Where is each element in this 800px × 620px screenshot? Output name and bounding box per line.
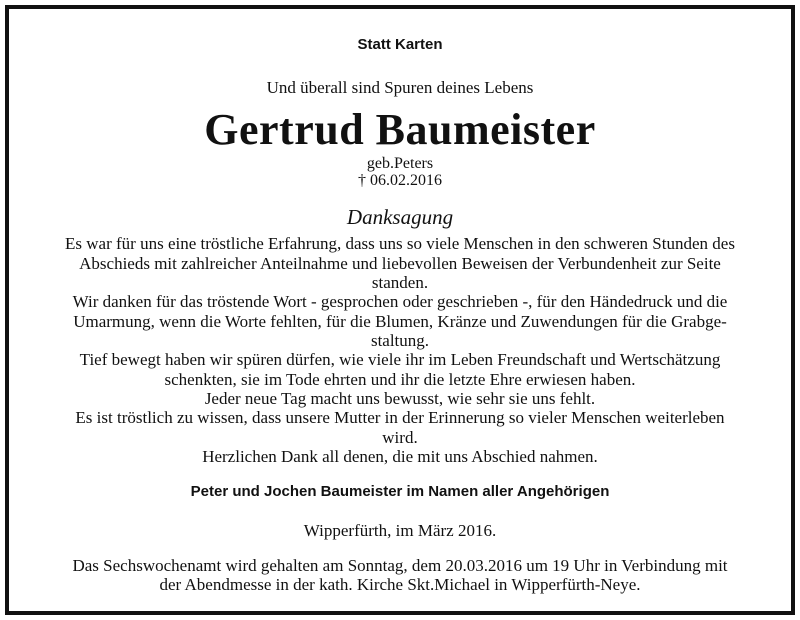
thanks-line: Herzlichen Dank all denen, die mit uns Abschied nahmen.: [202, 447, 598, 466]
deceased-name: Gertrud Baumeister: [204, 105, 596, 154]
notice-line: Das Sechswochenamt wird gehalten am Sonntag, dem 20.03.2016 um 19 Uhr in Verbindung mit: [72, 556, 728, 575]
cross-icon: †: [358, 172, 366, 189]
thanks-line: Es ist tröstlich zu wissen, dass unsere Mutter in der Erinnerung so vieler Menschen weiterleben: [75, 408, 725, 427]
thanks-line: wird.: [382, 428, 418, 447]
thanks-line: Abschieds mit zahlreicher Anteilnahme und liebevollen Beweisen der Verbundenheit zur Seite: [79, 254, 721, 273]
thanks-line: Jeder neue Tag macht uns bewusst, wie sehr sie uns fehlt.: [204, 389, 596, 408]
death-date: 06.02.2016: [370, 172, 442, 189]
thanks-title: Danksagung: [346, 205, 454, 229]
thanks-line: Es war für uns eine tröstliche Erfahrung, dass uns so viele Menschen in den schweren Stunden des: [65, 234, 735, 253]
motto: Und überall sind Spuren deines Lebens: [266, 78, 534, 97]
thanks-line: Tief bewegt haben wir spüren dürfen, wie viele ihr im Leben Freundschaft und Wertschätzung: [79, 350, 721, 369]
thanks-line: schenkten, sie im Tode ehrten und ihr die letzte Ehre erwiesen haben.: [164, 370, 636, 389]
thanks-line: Umarmung, wenn die Worte fehlten, für die Blumen, Kränze und Zuwendungen für die Grabge-: [73, 312, 727, 331]
thanks-line: Wir danken für das tröstende Wort - gesprochen oder geschrieben -, für den Händedruck und die: [72, 292, 728, 311]
thanks-line: standen.: [371, 273, 429, 292]
thanks-line: staltung.: [370, 331, 430, 350]
notice-line: der Abendmesse in der kath. Kirche Skt.Michael in Wipperfürth-Neye.: [159, 575, 641, 594]
signature: Peter und Jochen Baumeister im Namen aller Angehörigen: [190, 483, 610, 500]
place-date: Wipperfürth, im März 2016.: [303, 521, 497, 540]
birth-name: geb.Peters: [366, 155, 434, 172]
header-statt-karten: Statt Karten: [357, 36, 443, 53]
death-line: [0, 172, 800, 190]
